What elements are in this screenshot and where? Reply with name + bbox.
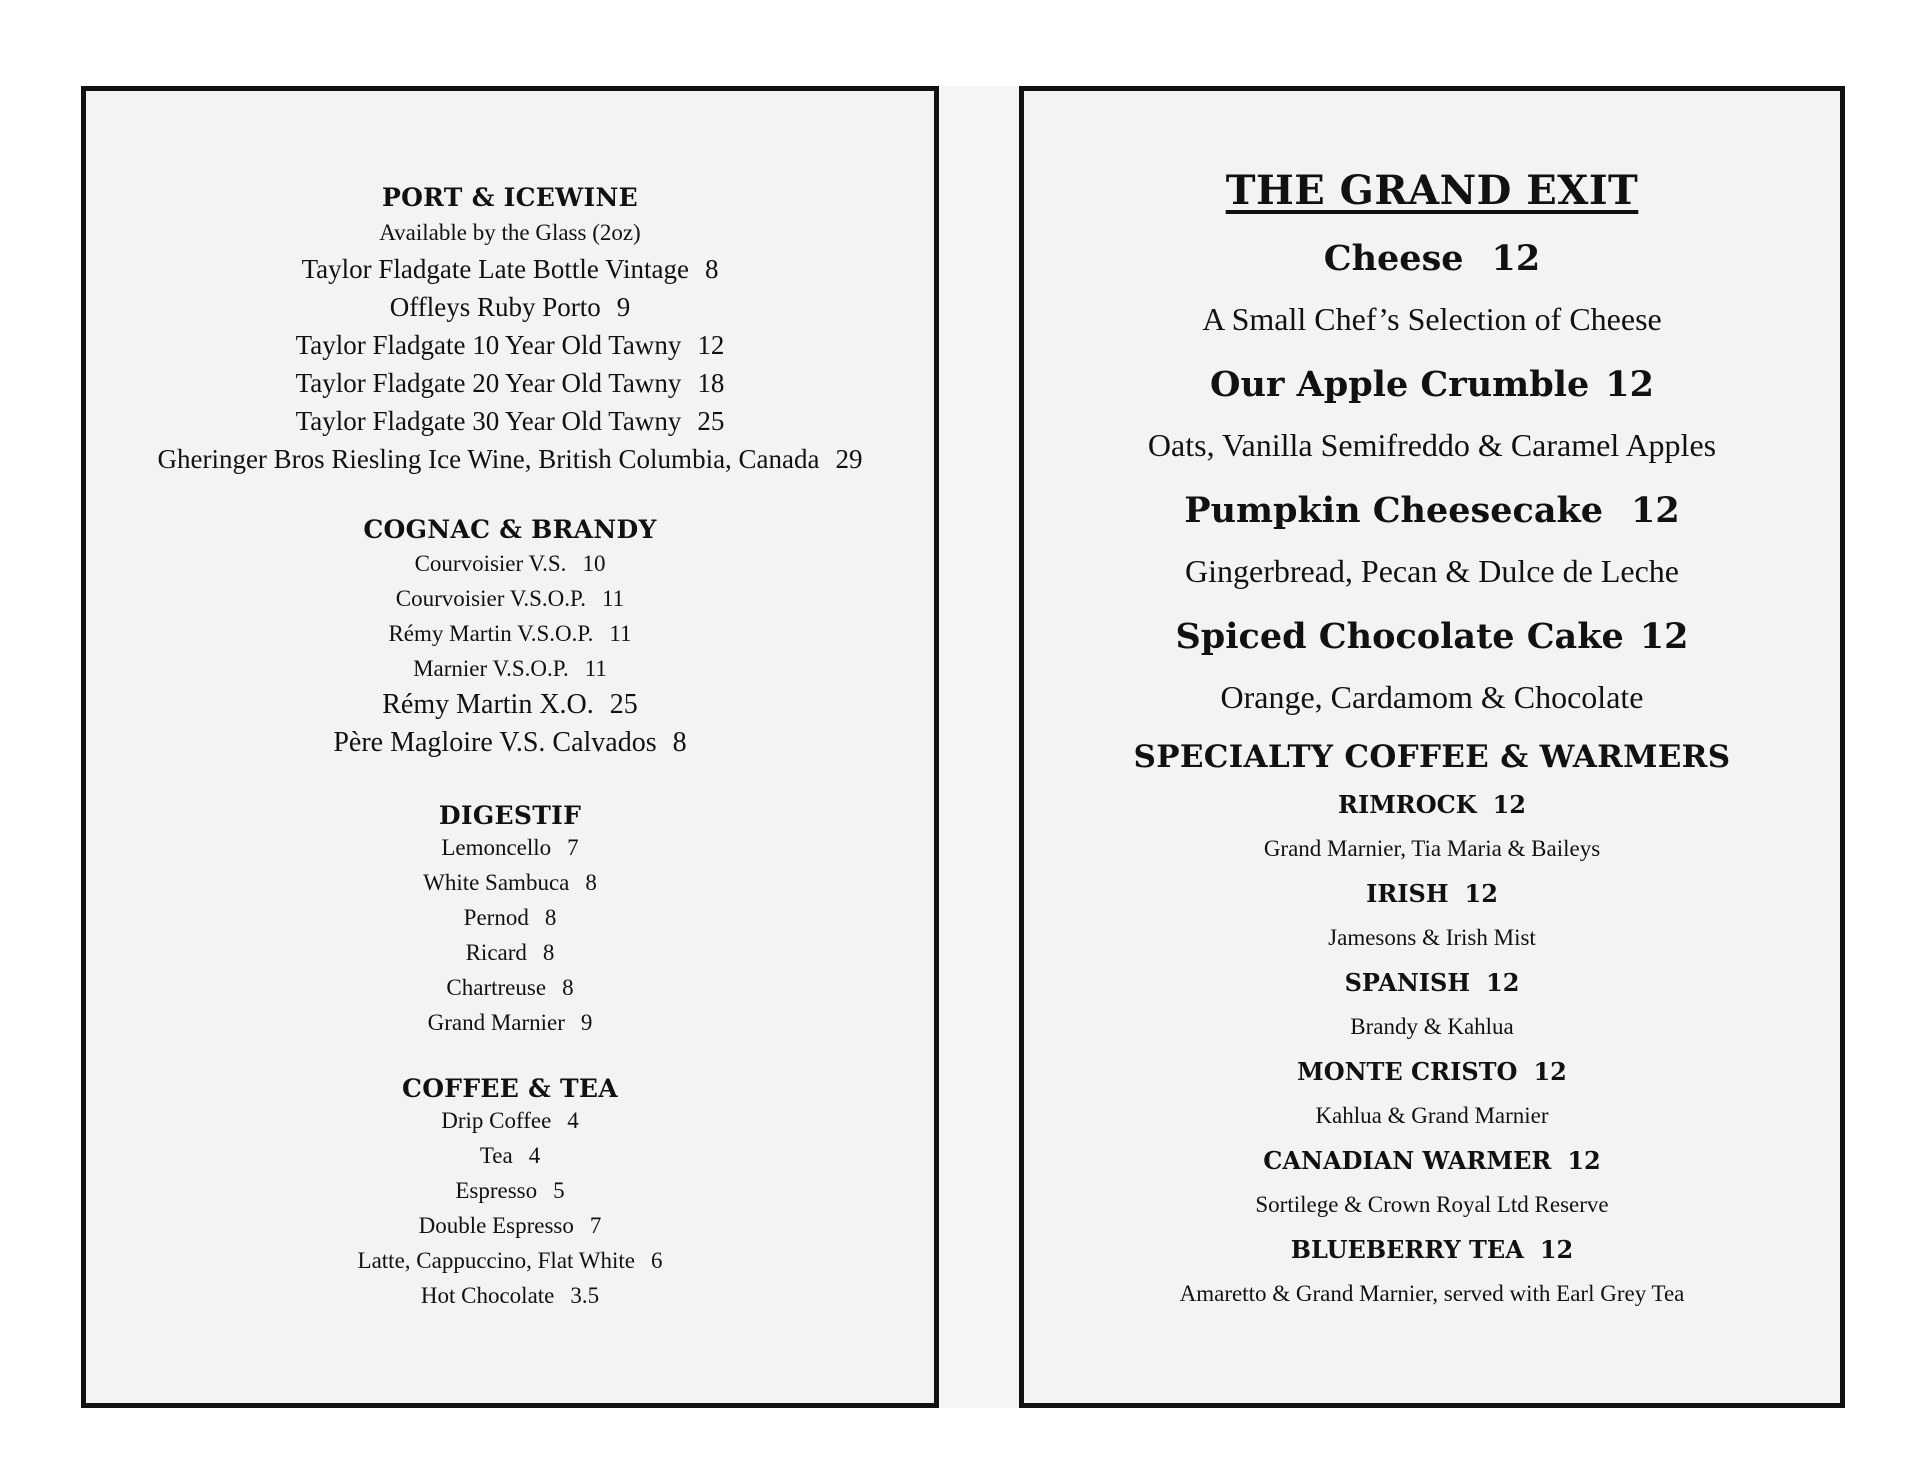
menu-item: Grand Marnier 9 (427, 1010, 593, 1035)
dessert-description: Gingerbread, Pecan & Dulce de Leche (1185, 553, 1679, 589)
page-title: THE GRAND EXIT (1225, 167, 1639, 214)
dessert-name: Cheese 12 (1323, 238, 1541, 279)
dessert-name: Spiced Chocolate Cake 12 (1175, 616, 1689, 657)
section-heading: SPECIALTY COFFEE & WARMERS (1133, 739, 1731, 775)
drink-description: Jamesons & Irish Mist (1328, 925, 1536, 950)
menu-item: Hot Chocolate 3.5 (420, 1283, 600, 1308)
dessert-description: Orange, Cardamom & Chocolate (1220, 679, 1644, 715)
drink-name: SPANISH 12 (1344, 968, 1520, 997)
menu-item: Lemoncello 7 (441, 835, 579, 860)
menu-item: Courvoisier V.S.O.P. 11 (395, 586, 625, 611)
menu-item: Tea 4 (479, 1143, 541, 1168)
menu-item: Chartreuse 8 (446, 975, 574, 1000)
section-heading: COFFEE & TEA (402, 1074, 618, 1103)
cognac-brandy-section (86, 515, 934, 762)
menu-item: White Sambuca 8 (423, 870, 597, 895)
menu-item: Marnier V.S.O.P. 11 (413, 656, 607, 681)
drink-description: Sortilege & Crown Royal Ltd Reserve (1255, 1192, 1609, 1217)
dessert-description: A Small Chef’s Selection of Cheese (1202, 301, 1662, 337)
drink-name: MONTE CRISTO 12 (1297, 1057, 1567, 1086)
coffee-tea-section (86, 1074, 934, 1313)
drink-description: Grand Marnier, Tia Maria & Baileys (1263, 836, 1601, 861)
drink-name: CANADIAN WARMER 12 (1263, 1146, 1601, 1175)
menu-item: Taylor Fladgate 30 Year Old Tawny 25 (295, 406, 725, 436)
menu-item: Pernod 8 (463, 905, 557, 930)
specialty-coffee-section (1024, 739, 1840, 1309)
menu-item: Offleys Ruby Porto 9 (389, 292, 631, 322)
menu-item: Drip Coffee 4 (441, 1108, 579, 1133)
menu-item: Latte, Cappuccino, Flat White 6 (357, 1248, 663, 1273)
section-heading: DIGESTIF (438, 801, 582, 830)
dessert-name: Our Apple Crumble 12 (1210, 364, 1654, 405)
menu-item: Espresso 5 (455, 1178, 565, 1203)
drink-name: IRISH 12 (1366, 879, 1498, 908)
menu-item: Rémy Martin X.O. 25 (382, 689, 638, 720)
center-gutter (930, 86, 1020, 1408)
dessert-name: Pumpkin Cheesecake 12 (1184, 490, 1680, 531)
digestif-section (86, 801, 934, 1040)
drink-name: RIMROCK 12 (1338, 790, 1526, 819)
right-menu-page (1019, 86, 1845, 1408)
drink-description: Brandy & Kahlua (1350, 1014, 1514, 1039)
drink-description: Amaretto & Grand Marnier, served with Earl Grey Tea (1179, 1281, 1685, 1306)
menu-item: Taylor Fladgate 10 Year Old Tawny 12 (295, 330, 725, 360)
menu-item: Rémy Martin V.S.O.P. 11 (388, 621, 632, 646)
section-subheading: Available by the Glass (2oz) (379, 220, 641, 245)
menu-item: Père Magloire V.S. Calvados 8 (333, 727, 687, 758)
menu-item: Taylor Fladgate Late Bottle Vintage 8 (301, 254, 719, 284)
port-icewine-section (86, 183, 934, 478)
menu-item: Ricard 8 (465, 940, 555, 965)
left-menu-page (81, 86, 939, 1408)
menu-item: Gheringer Bros Riesling Ice Wine, British Columbia, Canada 29 (157, 444, 863, 474)
drink-description: Kahlua & Grand Marnier (1315, 1103, 1549, 1128)
menu-item: Double Espresso 7 (418, 1213, 602, 1238)
section-heading: COGNAC & BRANDY (363, 515, 657, 544)
section-heading: PORT & ICEWINE (381, 183, 639, 212)
drink-name: BLUEBERRY TEA 12 (1290, 1235, 1574, 1264)
grand-exit-section (1024, 167, 1840, 718)
dessert-description: Oats, Vanilla Semifreddo & Caramel Apples (1147, 427, 1717, 463)
menu-item: Taylor Fladgate 20 Year Old Tawny 18 (295, 368, 725, 398)
menu-item: Courvoisier V.S. 10 (414, 551, 606, 576)
